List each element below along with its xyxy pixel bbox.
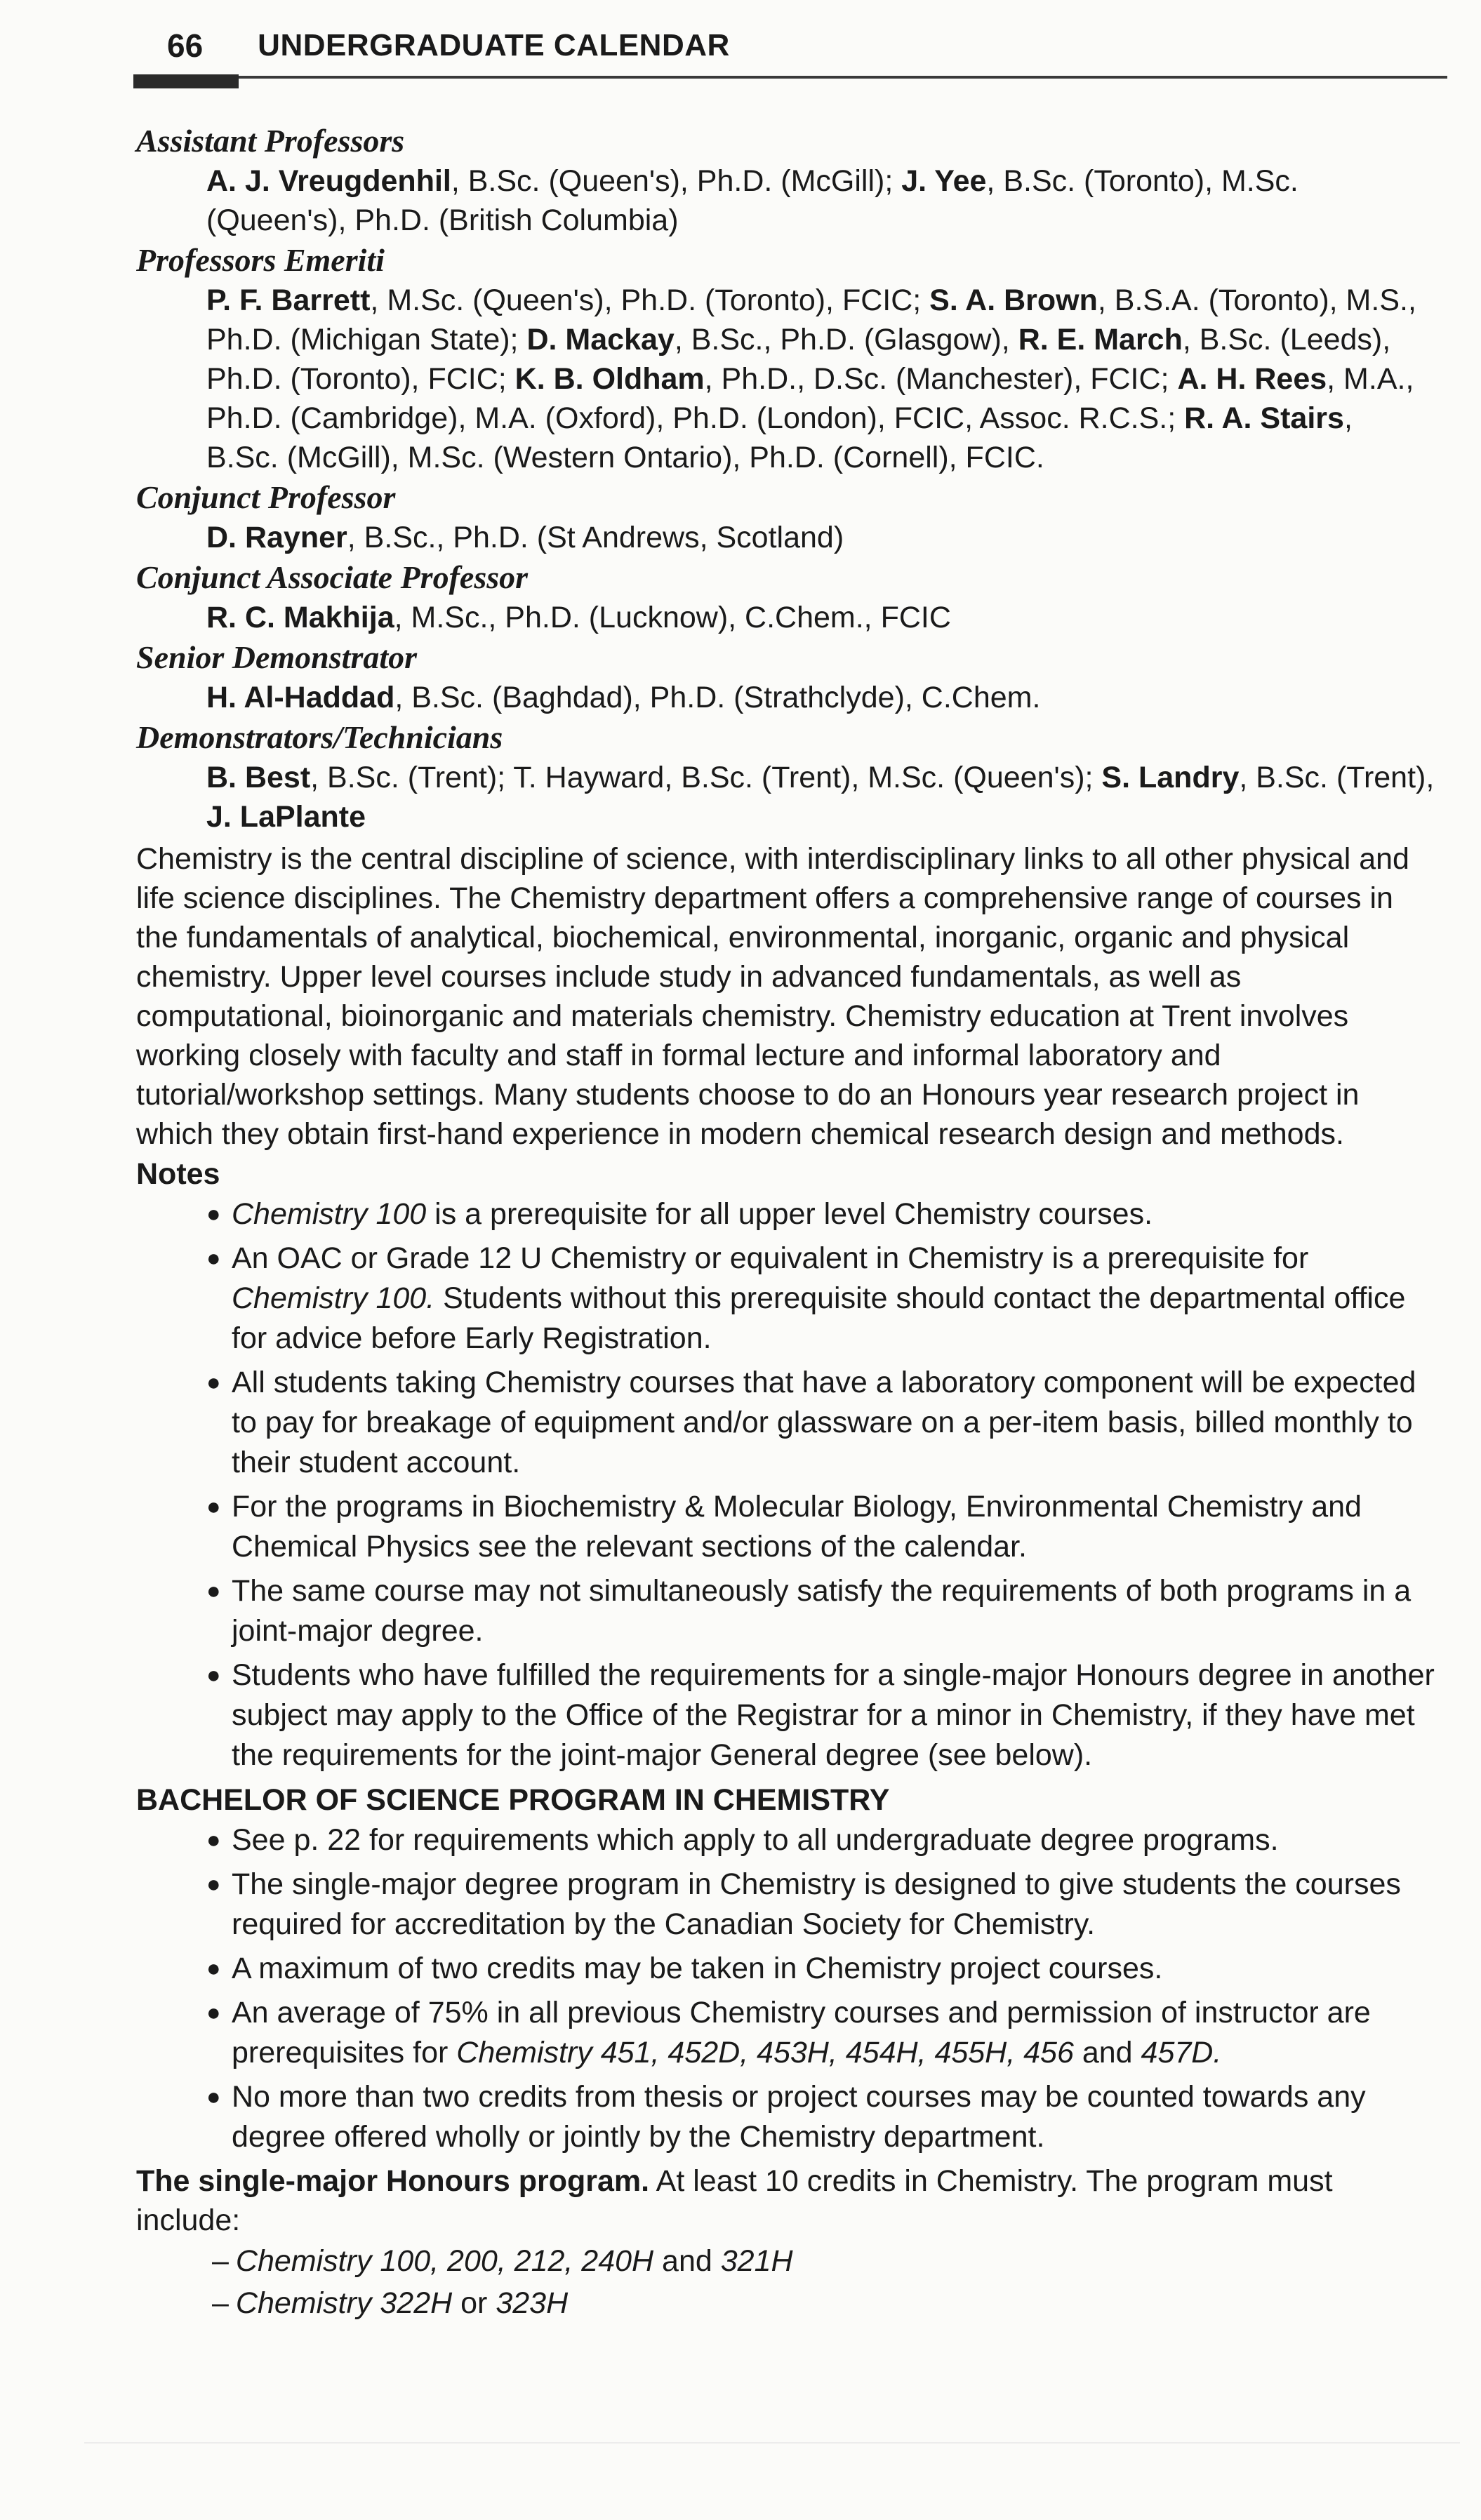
entry-line [206, 678, 1440, 717]
list-item [136, 1949, 1440, 1989]
credentials: , B.Sc. (Trent); T. Hayward, B.Sc. (Trent), M.Sc. (Queen's); [310, 761, 1102, 794]
credentials: , B.Sc. (Leeds), [1182, 323, 1391, 356]
faculty-name: H. Al-Haddad [206, 681, 395, 714]
faculty-name: A. J. Vreugdenhil [206, 164, 451, 198]
bullet-icon: ● [206, 2084, 221, 2110]
list-item [136, 1363, 1440, 1483]
list-item [136, 1993, 1440, 2073]
list-item [136, 2282, 1440, 2324]
list-item [136, 1865, 1440, 1945]
entry-line [206, 320, 1440, 359]
requirement-text: The single-major degree program in Chemistry is designed to give students the courses required for accreditation by the Canadian Society for Chemistry. [232, 1867, 1401, 1941]
header-rule [133, 76, 1447, 79]
note-text: All students taking Chemistry courses that have a laboratory component will be expected to pay for breakage of equipment and/or glassware on a per-item basis, billed monthly to their student account. [232, 1366, 1416, 1479]
requirement-text: A maximum of two credits may be taken in Chemistry project courses. [232, 1952, 1163, 1985]
credentials: , B.Sc. (Queen's), Ph.D. (McGill); [451, 164, 902, 198]
professors-emeriti-entry [136, 281, 1440, 477]
demonstrators-heading: Demonstrators/Technicians [136, 719, 503, 755]
conjunct-associate-professor-heading: Conjunct Associate Professor [136, 559, 529, 595]
credentials: , B.Sc. (Trent), [1239, 761, 1435, 794]
entry-line [206, 281, 1440, 320]
entry-line [206, 758, 1440, 797]
requirement-text: and [653, 2244, 721, 2278]
conjunct-professor-entry [136, 518, 1440, 557]
credentials: , B.Sc., Ph.D. (St Andrews, Scotland) [347, 521, 844, 554]
credentials: , B.S.A. (Toronto), M.S., [1097, 284, 1416, 317]
credentials: , M.A., [1327, 362, 1414, 396]
faculty-name: R. C. Makhija [206, 601, 394, 634]
entry-line [206, 518, 1440, 557]
credentials: , [1343, 401, 1353, 435]
faculty-name: D. Rayner [206, 521, 347, 554]
credentials: , B.Sc. (Baghdad), Ph.D. (Strathclyde), C.Chem. [394, 681, 1041, 714]
faculty-name: S. Landry [1101, 761, 1240, 794]
page-edge-line [84, 2442, 1460, 2444]
note-text: is a prerequisite for all upper level Chemistry courses. [426, 1197, 1153, 1231]
honours-requirements-list [136, 2240, 1440, 2324]
course-ref: 323H [496, 2286, 569, 2320]
course-ref: 321H [720, 2244, 793, 2278]
demonstrators-entry [136, 758, 1440, 836]
faculty-name: S. A. Brown [929, 284, 1098, 317]
course-ref: Chemistry 451, 452D, 453H, 454H, 455H, 456 [456, 2036, 1074, 2069]
bullet-icon: ● [206, 1369, 221, 1396]
dash: – [212, 2244, 229, 2278]
header-rule-accent [133, 74, 239, 88]
senior-demonstrator-entry [136, 678, 1440, 717]
requirement-text: or [452, 2286, 496, 2320]
requirement-text: An average of 75% in all previous Chemistry courses and permission of instructor are prerequisites for [232, 1996, 1371, 2069]
bsc-requirements-list [136, 1820, 1440, 2157]
senior-demonstrator-heading: Senior Demonstrator [136, 639, 418, 675]
note-text: Students without this prerequisite should contact the departmental office for advice before Early Registration. [232, 1281, 1406, 1355]
entry-line [206, 399, 1440, 438]
faculty-name: R. E. March [1018, 323, 1183, 356]
conjunct-associate-professor-entry [136, 598, 1440, 637]
list-item [136, 2240, 1440, 2282]
credentials: , Ph.D., D.Sc. (Manchester), FCIC; [704, 362, 1178, 396]
honours-program-lead: The single-major Honours program. [136, 2164, 650, 2198]
requirement-text: and [1073, 2036, 1141, 2069]
running-title: UNDERGRADUATE CALENDAR [258, 28, 730, 62]
bullet-icon: ● [206, 1955, 221, 1982]
entry-line [206, 598, 1440, 637]
list-item [136, 1487, 1440, 1567]
page-header [167, 21, 730, 70]
list-item [136, 1655, 1440, 1775]
faculty-name: K. B. Oldham [514, 362, 705, 396]
list-item [136, 1239, 1440, 1359]
assistant-professors-entry [136, 161, 1440, 240]
conjunct-professor-heading: Conjunct Professor [136, 479, 396, 515]
credentials: Ph.D. (Michigan State); [206, 323, 527, 356]
entry-line: B.Sc. (McGill), M.Sc. (Western Ontario), Ph.D. (Cornell), FCIC. [206, 441, 1044, 474]
entry-line [206, 161, 1440, 201]
bullet-icon: ● [206, 1201, 221, 1227]
dash: – [212, 2286, 229, 2320]
note-text: The same course may not simultaneously satisfy the requirements of both programs in a joint-major degree. [232, 1574, 1412, 1648]
list-item [136, 1571, 1440, 1651]
course-ref: Chemistry 100 [232, 1197, 427, 1231]
intro-paragraph: Chemistry is the central discipline of science, with interdisciplinary links to all other physical and life science disciplines. The Chemistry department offers a comprehensive range of courses in the fundamentals of analytical, biochemical, environmental, inorganic, organic and physical chemistry. Upper level courses include study in advanced fundamentals, as well as computational, bioinorganic and materials chemistry. Chemistry education at Trent involves working closely with faculty and staff in formal lecture and informal laboratory and tutorial/workshop settings. Many students choose to do an Honours year research project in which they obtain first-hand experience in modern chemical research design and methods. [136, 842, 1409, 1151]
page-content [136, 121, 1440, 2324]
bullet-icon: ● [206, 1578, 221, 1604]
faculty-name: A. H. Rees [1177, 362, 1327, 396]
entry-line [206, 359, 1440, 399]
note-text: Students who have fulfilled the requirements for a single-major Honours degree in another subject may apply to the Office of the Registrar for a minor in Chemistry, if they have met the requirements for the joint-major General degree (see below). [232, 1658, 1435, 1772]
bullet-icon: ● [206, 1493, 221, 1520]
faculty-name: P. F. Barrett [206, 284, 371, 317]
faculty-name: J. Yee [901, 164, 987, 198]
course-ref: Chemistry 322H [235, 2286, 453, 2320]
note-text: For the programs in Biochemistry & Molecular Biology, Environmental Chemistry and Chemical Physics see the relevant sections of the calendar. [232, 1490, 1362, 1564]
bsc-program-heading: BACHELOR OF SCIENCE PROGRAM IN CHEMISTRY [136, 1783, 890, 1817]
requirement-text: No more than two credits from thesis or project courses may be counted towards any degree offered wholly or jointly by the Chemistry department. [232, 2080, 1366, 2154]
bullet-icon: ● [206, 1245, 221, 1272]
course-ref: Chemistry 100, 200, 212, 240H [235, 2244, 654, 2278]
honours-program-text: At least 10 credits in Chemistry. The program must include: [136, 2164, 1333, 2237]
credentials: Ph.D. (Cambridge), M.A. (Oxford), Ph.D. (London), FCIC, Assoc. R.C.S.; [206, 401, 1185, 435]
credentials: Ph.D. (Toronto), FCIC; [206, 362, 515, 396]
assistant-professors-heading: Assistant Professors [136, 123, 405, 159]
honours-program-paragraph [136, 2161, 1440, 2240]
list-item [136, 2077, 1440, 2157]
credentials: , M.Sc., Ph.D. (Lucknow), C.Chem., FCIC [394, 601, 951, 634]
bullet-icon: ● [206, 1999, 221, 2026]
course-ref: 457D. [1141, 2036, 1222, 2069]
faculty-name: R. A. Stairs [1184, 401, 1344, 435]
bullet-icon: ● [206, 1662, 221, 1688]
course-ref: Chemistry 100. [232, 1281, 435, 1315]
list-item [136, 1194, 1440, 1234]
professors-emeriti-heading: Professors Emeriti [136, 242, 385, 278]
faculty-name: B. Best [206, 761, 311, 794]
faculty-name: J. LaPlante [206, 800, 366, 834]
credentials: , M.Sc. (Queen's), Ph.D. (Toronto), FCIC; [370, 284, 930, 317]
notes-list [136, 1194, 1440, 1775]
note-text: An OAC or Grade 12 U Chemistry or equivalent in Chemistry is a prerequisite for [232, 1241, 1309, 1275]
entry-line: (Queen's), Ph.D. (British Columbia) [206, 204, 679, 237]
credentials: , B.Sc. (Toronto), M.Sc. [986, 164, 1299, 198]
bullet-icon: ● [206, 1871, 221, 1898]
bullet-icon: ● [206, 1827, 221, 1853]
page-number: 66 [167, 27, 204, 64]
list-item [136, 1820, 1440, 1860]
notes-heading: Notes [136, 1157, 220, 1191]
faculty-name: D. Mackay [526, 323, 675, 356]
entry-line [206, 797, 1440, 836]
requirement-text: See p. 22 for requirements which apply to all undergraduate degree programs. [232, 1823, 1279, 1857]
credentials: , B.Sc., Ph.D. (Glasgow), [674, 323, 1018, 356]
